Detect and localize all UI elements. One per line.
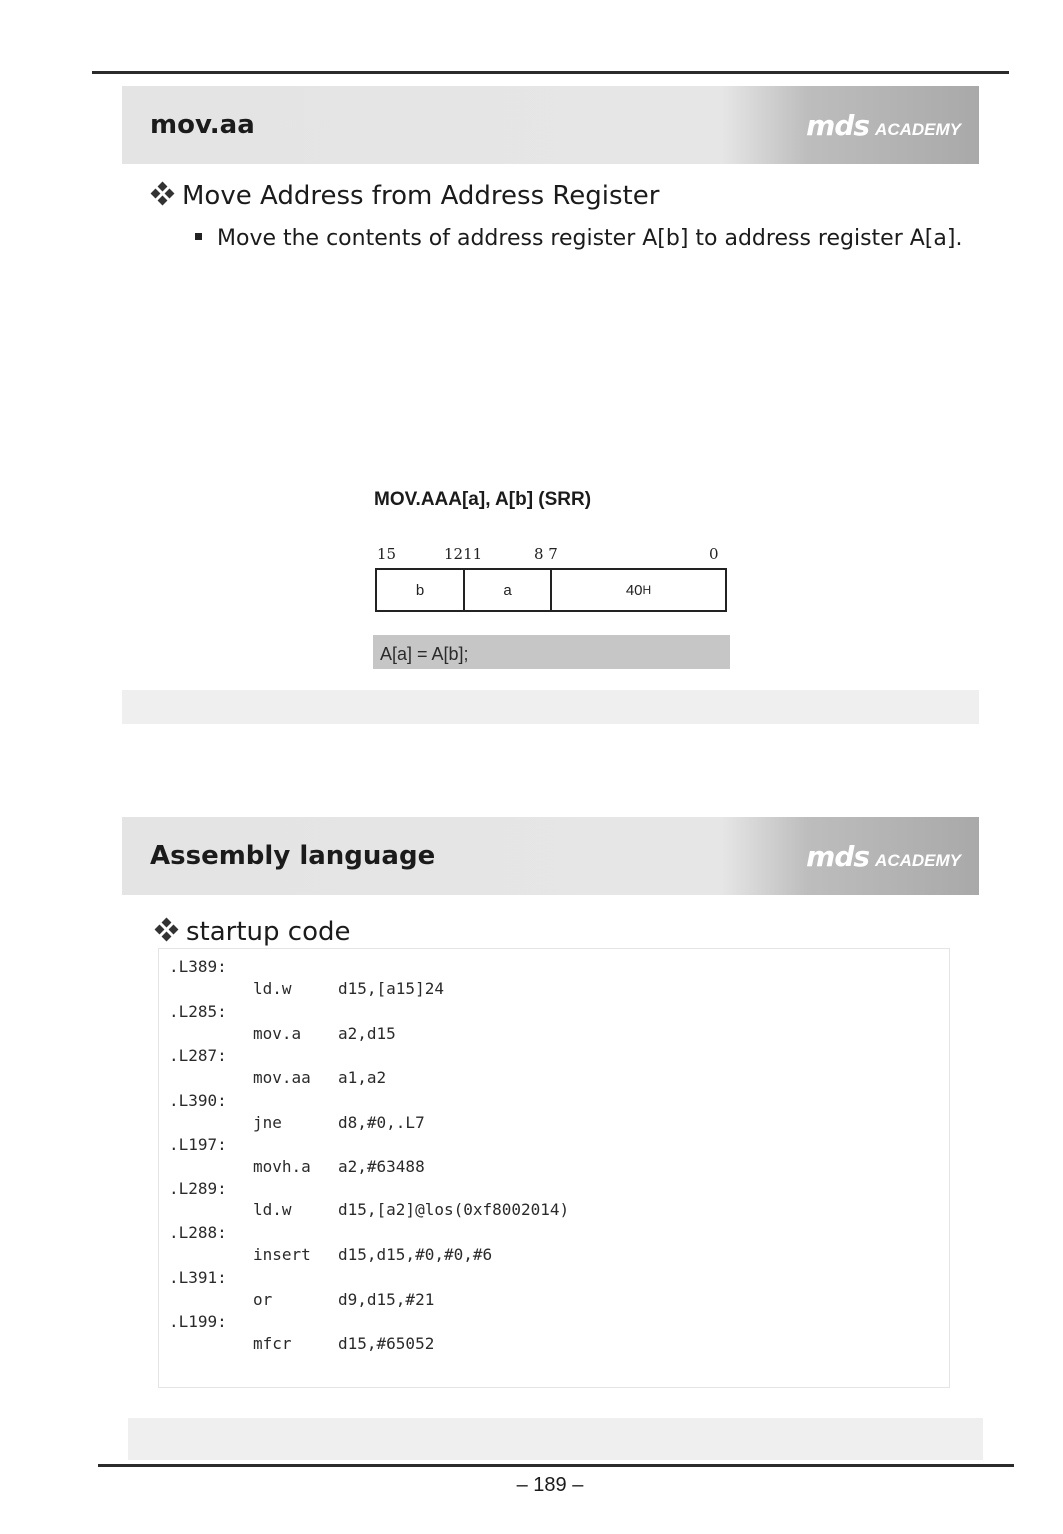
encoding-field-b: b (375, 568, 465, 612)
code-op: insert (253, 1245, 311, 1264)
code-label: .L287: (169, 1046, 227, 1065)
bottom-rule (98, 1464, 1014, 1467)
slide-title: Assembly language (150, 841, 436, 871)
logo-mds: mds (806, 109, 870, 142)
code-args: d15,[a15]24 (338, 979, 444, 998)
code-op: mov.a (253, 1024, 302, 1043)
code-listing (158, 948, 950, 1388)
top-rule (92, 71, 1009, 74)
code-label: .L390: (169, 1091, 227, 1110)
code-label: .L197: (169, 1135, 227, 1154)
square-bullet-icon (195, 233, 202, 240)
code-args: d15,d15,#0,#0,#6 (338, 1245, 493, 1264)
bit-label: 8 7 (534, 545, 558, 563)
logo-academy: ACADEMY (875, 851, 961, 870)
code-op: jne (253, 1113, 282, 1132)
section-heading (152, 181, 659, 211)
code-op: movh.a (253, 1157, 311, 1176)
bit-label: 15 (377, 545, 397, 563)
code-label: .L389: (169, 957, 227, 976)
logo-academy: ACADEMY (875, 120, 961, 139)
code-args: a1,a2 (338, 1068, 387, 1087)
mds-academy-logo (806, 817, 961, 895)
code-op: or (253, 1290, 273, 1309)
code-op: ld.w (253, 979, 292, 998)
code-op: mfcr (253, 1334, 292, 1353)
description-text: Move the contents of address register A[b] to address register A[a]. (217, 226, 963, 251)
slide-title: mov.aa (150, 110, 255, 140)
heading-text: Move Address from Address Register (182, 181, 660, 211)
instruction-format-title: MOV.AAA[a], A[b] (SRR) (374, 489, 592, 510)
slide-header-mov-aa (122, 86, 979, 164)
code-args: d9,d15,#21 (338, 1290, 435, 1309)
heading-text: startup code (186, 917, 351, 947)
diamond-bullet-icon (152, 183, 174, 205)
code-args: a2,d15 (338, 1024, 396, 1043)
code-op: mov.aa (253, 1068, 311, 1087)
code-label: .L289: (169, 1179, 227, 1198)
slide-header-assembly (122, 817, 979, 895)
code-op: ld.w (253, 1200, 292, 1219)
encoding-field-a: a (463, 568, 552, 612)
code-args: a2,#63488 (338, 1157, 425, 1176)
bit-label: 0 (709, 545, 719, 563)
code-args: d8,#0,.L7 (338, 1113, 425, 1132)
logo-mds: mds (806, 840, 870, 873)
page-number: – 189 – (516, 1474, 584, 1496)
section-heading (156, 917, 351, 947)
opcode-value: 40 (625, 581, 643, 599)
bit-label: 1211 (444, 545, 483, 563)
code-label: .L288: (169, 1223, 227, 1242)
slide-footer-band (128, 1418, 983, 1460)
code-args: d15,#65052 (338, 1334, 435, 1353)
code-label: .L391: (169, 1268, 227, 1287)
encoding-field-opcode (550, 568, 727, 612)
code-args: d15,[a2]@los(0xf8002014) (338, 1200, 570, 1219)
code-label: .L199: (169, 1312, 227, 1331)
mds-academy-logo (806, 86, 961, 164)
description-bullet (195, 226, 962, 251)
operation-description: A[a] = A[b]; (373, 635, 730, 669)
diamond-bullet-icon (156, 919, 178, 941)
slide-footer-band (122, 690, 979, 724)
code-label: .L285: (169, 1002, 227, 1021)
opcode-subscript: H (642, 583, 652, 597)
